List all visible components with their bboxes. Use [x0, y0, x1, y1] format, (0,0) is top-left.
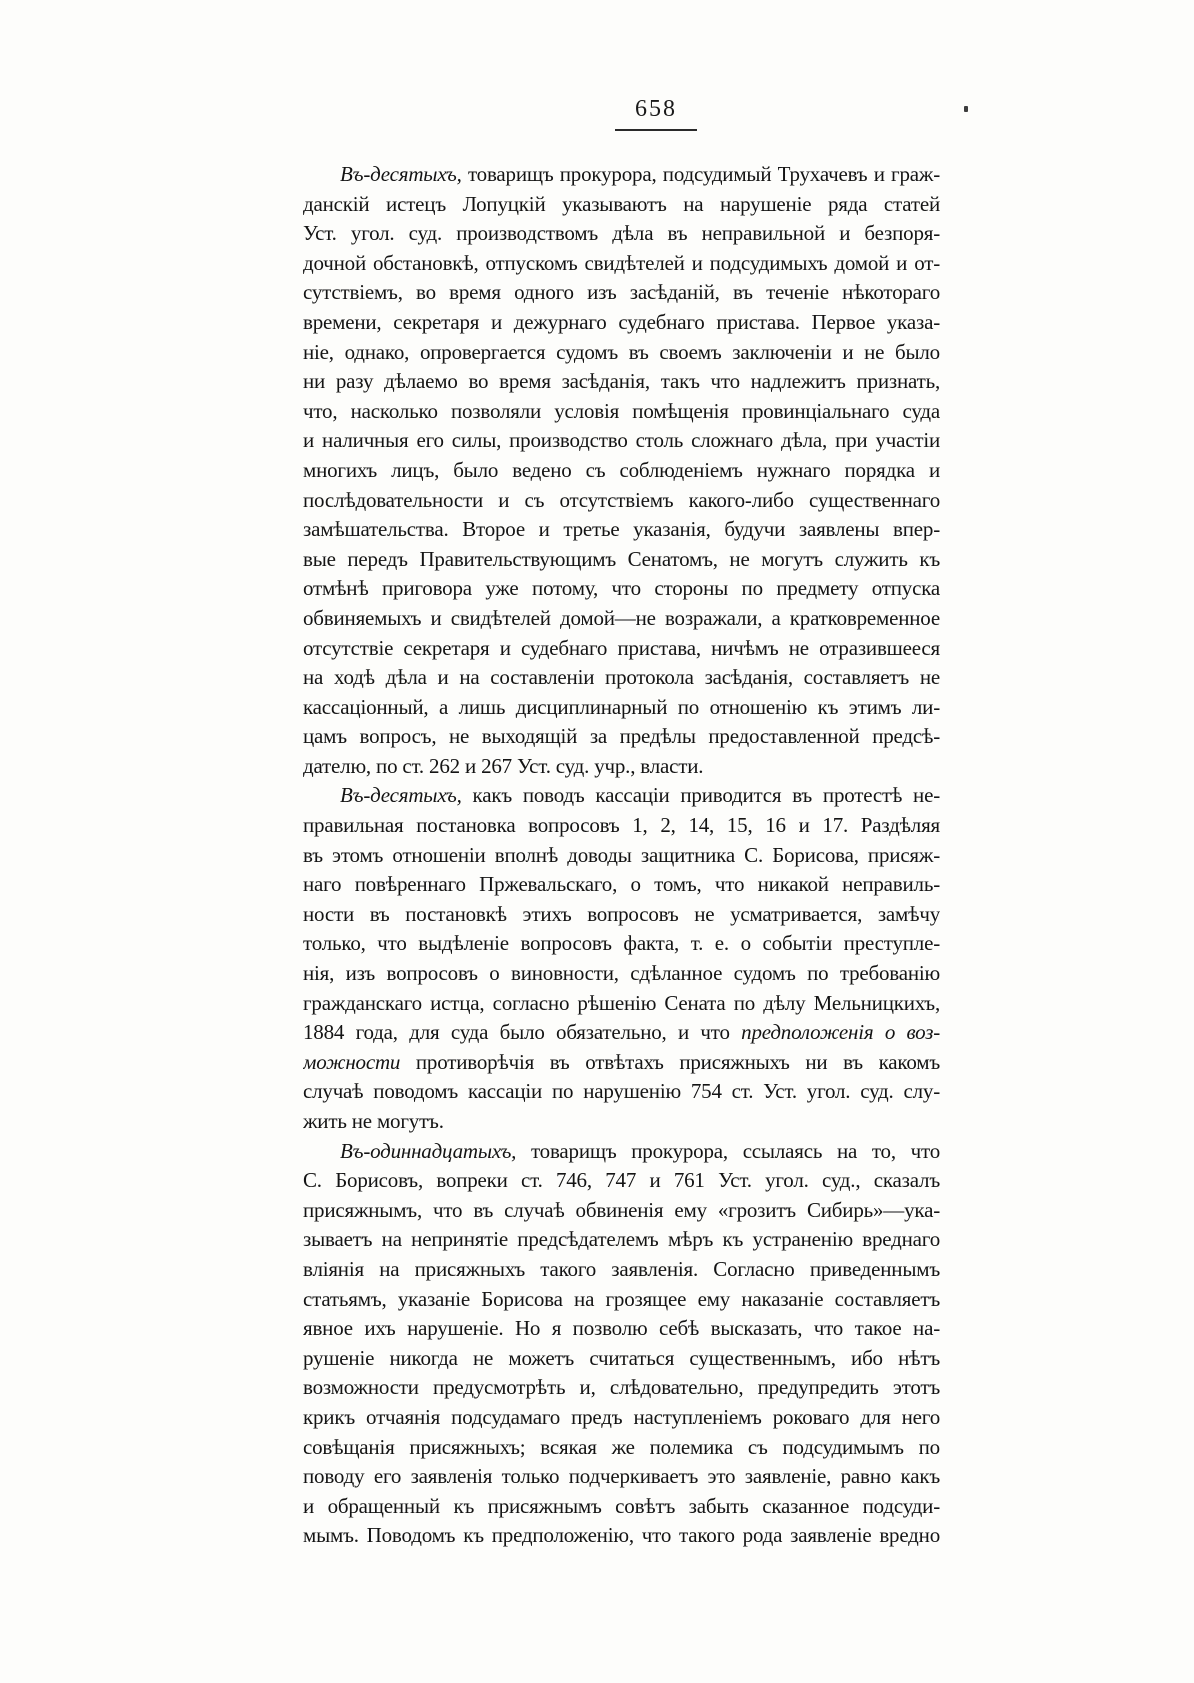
text-line: [303, 515, 940, 545]
text-line: [303, 1048, 940, 1078]
text-line: [303, 1285, 940, 1315]
text-segment: мымъ. Поводомъ къ предположенію, что такого рода заявленіе вредно: [303, 1523, 940, 1548]
text-segment: ніе, однако, опровергается судомъ въ своемъ заключеніи и не было: [303, 339, 940, 364]
italic-text-segment: Въ-десятыхъ,: [340, 162, 462, 186]
text-segment: товарищъ прокурора, ссылаясь на то, что: [516, 1138, 940, 1163]
text-line: [303, 841, 940, 871]
text-line: [303, 486, 940, 516]
text-segment: ни разу дѣлаемо во время засѣданія, такъ что надлежитъ признать,: [303, 369, 940, 394]
page-number: 658: [635, 96, 677, 122]
text-segment: 1884 года, для суда было обязательно, и что: [303, 1020, 742, 1045]
text-segment: статьямъ, указаніе Борисова на грозящее ему наказаніе составляетъ: [303, 1286, 940, 1311]
text-line: [303, 634, 940, 664]
italic-text-segment: Въ-десятыхъ,: [340, 783, 462, 808]
text-line: [303, 1077, 940, 1107]
text-segment: рушеніе никогда не можетъ считаться существеннымъ, ибо нѣтъ: [303, 1345, 940, 1370]
text-segment: многихъ лицъ, было ведено съ соблюденіемъ нужнаго порядка и: [303, 457, 940, 482]
text-line: [303, 1433, 940, 1463]
paragraph: [303, 1137, 940, 1551]
text-segment: правильная постановка вопросовъ 1, 2, 14, 15, 16 и 17. Раздѣляя: [303, 813, 940, 838]
text-line: [303, 870, 940, 900]
page-header: [575, 96, 737, 131]
text-line: [303, 367, 940, 397]
text-segment: времени, секретаря и дежурнаго судебнаго пристава. Первое указа-: [303, 309, 940, 334]
text-segment: жить не могутъ.: [303, 1109, 444, 1133]
text-line: [303, 397, 940, 427]
text-line: [303, 160, 940, 190]
text-segment: ности въ постановкѣ этихъ вопросовъ не усматривается, замѣчу: [303, 901, 940, 926]
text-segment: кассаціонный, а лишь дисциплинарный по отношенію къ этимъ ли-: [303, 694, 940, 719]
text-segment: вые передъ Правительствующимъ Сенатомъ, не могутъ служить къ: [303, 546, 940, 571]
text-line: [303, 190, 940, 220]
text-line: [303, 693, 940, 723]
text-segment: что, насколько позволяли условія помѣщенія провинціальнаго суда: [303, 398, 940, 423]
text-line: [303, 1403, 940, 1433]
text-line: [303, 219, 940, 249]
text-line: [303, 929, 940, 959]
text-line: [303, 278, 940, 308]
text-line: [303, 781, 940, 811]
text-line: [303, 959, 940, 989]
paragraph: [303, 160, 940, 781]
text-line: [303, 308, 940, 338]
text-line: [303, 426, 940, 456]
text-segment: С. Борисовъ, вопреки ст. 746, 747 и 761 Уст. угол. суд., сказалъ: [303, 1168, 940, 1193]
text-segment: Уст. угол. суд. производствомъ дѣла въ неправильной и безпоря-: [303, 221, 940, 246]
text-segment: цамъ вопросъ, не выходящій за предѣлы предоставленной предсѣ-: [303, 724, 940, 749]
text-line: [303, 722, 940, 752]
text-segment: отсутствіе секретаря и судебнаго пристава, ничѣмъ не отразившееся: [303, 635, 940, 660]
text-segment: дочной обстановкѣ, отпускомъ свидѣтелей и подсудимыхъ домой и от-: [303, 250, 940, 275]
italic-text-segment: можности: [303, 1049, 401, 1074]
text-segment: на ходѣ дѣла и на составленіи протокола засѣданія, составляетъ не: [303, 665, 940, 690]
text-segment: сутствіемъ, во время одного изъ засѣданій, въ теченіе нѣкотораго: [303, 280, 940, 305]
text-segment: наго повѣреннаго Пржевальскаго, о томъ, что никакой неправиль-: [303, 872, 940, 897]
text-line: [303, 663, 940, 693]
text-segment: товарищъ прокурора, подсудимый Трухачевъ и граж-: [461, 162, 940, 186]
text-segment: совѣщанія присяжныхъ; всякая же полемика съ подсудимымъ по: [303, 1434, 940, 1459]
text-segment: вліянія на присяжныхъ такого заявленія. Согласно приведеннымъ: [303, 1256, 940, 1281]
text-segment: и обращенный къ присяжнымъ совѣтъ забыть сказанное подсуди-: [303, 1493, 940, 1518]
text-segment: дателю, по ст. 262 и 267 Уст. суд. учр., власти.: [303, 753, 704, 778]
text-segment: только, что выдѣленіе вопросовъ факта, т. е. о событіи преступле-: [303, 931, 940, 956]
text-line: [303, 752, 940, 782]
text-line: [303, 1137, 940, 1167]
text-segment: противорѣчія въ отвѣтахъ присяжныхъ ни въ какомъ: [400, 1049, 940, 1074]
text-segment: обвиняемыхъ и свидѣтелей домой—не возражали, а кратковременное: [303, 605, 940, 630]
text-line: [303, 1196, 940, 1226]
text-line: [303, 545, 940, 575]
text-segment: отмѣнѣ приговора уже потому, что стороны по предмету отпуска: [303, 576, 940, 601]
text-line: [303, 1373, 940, 1403]
text-line: [303, 811, 940, 841]
header-rule: [615, 129, 697, 131]
text-line: [303, 1107, 940, 1137]
text-segment: явное ихъ нарушеніе. Но я позволю себѣ высказать, что такое на-: [303, 1316, 940, 1341]
text-line: [303, 1225, 940, 1255]
text-segment: присяжнымъ, что въ случаѣ обвиненія ему «грозитъ Сибирь»—ука-: [303, 1197, 940, 1222]
text-segment: зываетъ на непринятіе предсѣдателемъ мѣръ къ устраненію вреднаго: [303, 1227, 940, 1252]
text-line: [303, 1255, 940, 1285]
italic-text-segment: Въ-одиннадцатыхъ,: [340, 1138, 517, 1163]
text-line: [303, 249, 940, 279]
text-segment: крикъ отчаянія подсудамаго предъ наступленіемъ роковаго для него: [303, 1404, 940, 1429]
text-line: [303, 1462, 940, 1492]
text-segment: замѣшательства. Второе и третье указанія, будучи заявлены впер-: [303, 517, 940, 542]
text-segment: данскій истецъ Лопуцкій указываютъ на нарушеніе ряда статей: [303, 191, 940, 216]
text-line: [303, 338, 940, 368]
text-line: [303, 989, 940, 1019]
text-segment: послѣдовательности и съ отсутствіемъ какого-либо существеннаго: [303, 487, 940, 512]
text-line: [303, 1018, 940, 1048]
text-line: [303, 574, 940, 604]
text-segment: какъ поводъ кассаціи приводится въ протестѣ не-: [461, 783, 940, 808]
text-line: [303, 1166, 940, 1196]
text-line: [303, 1344, 940, 1374]
text-segment: и наличныя его силы, производство столь сложнаго дѣла, при участіи: [303, 428, 940, 453]
text-segment: въ этомъ отношеніи вполнѣ доводы защитника С. Борисова, присяж-: [303, 842, 940, 867]
text-line: [303, 1314, 940, 1344]
ink-speck: [964, 106, 968, 112]
text-segment: нія, изъ вопросовъ о виновности, сдѣланное судомъ по требованію: [303, 961, 940, 986]
paragraph: [303, 781, 940, 1136]
text-segment: случаѣ поводомъ кассаціи по нарушенію 754 ст. Уст. угол. суд. слу-: [303, 1079, 940, 1104]
italic-text-segment: предположенія о воз-: [741, 1020, 940, 1045]
text-line: [303, 604, 940, 634]
text-block: [303, 160, 940, 1551]
text-line: [303, 900, 940, 930]
text-segment: поводу его заявленія только подчеркиваетъ это заявленіе, равно какъ: [303, 1464, 940, 1489]
text-line: [303, 1492, 940, 1522]
text-segment: возможности предусмотрѣть и, слѣдовательно, предупредить этотъ: [303, 1375, 940, 1400]
text-line: [303, 456, 940, 486]
text-segment: гражданскаго истца, согласно рѣшенію Сената по дѣлу Мельницкихъ,: [303, 990, 940, 1015]
text-line: [303, 1521, 940, 1551]
